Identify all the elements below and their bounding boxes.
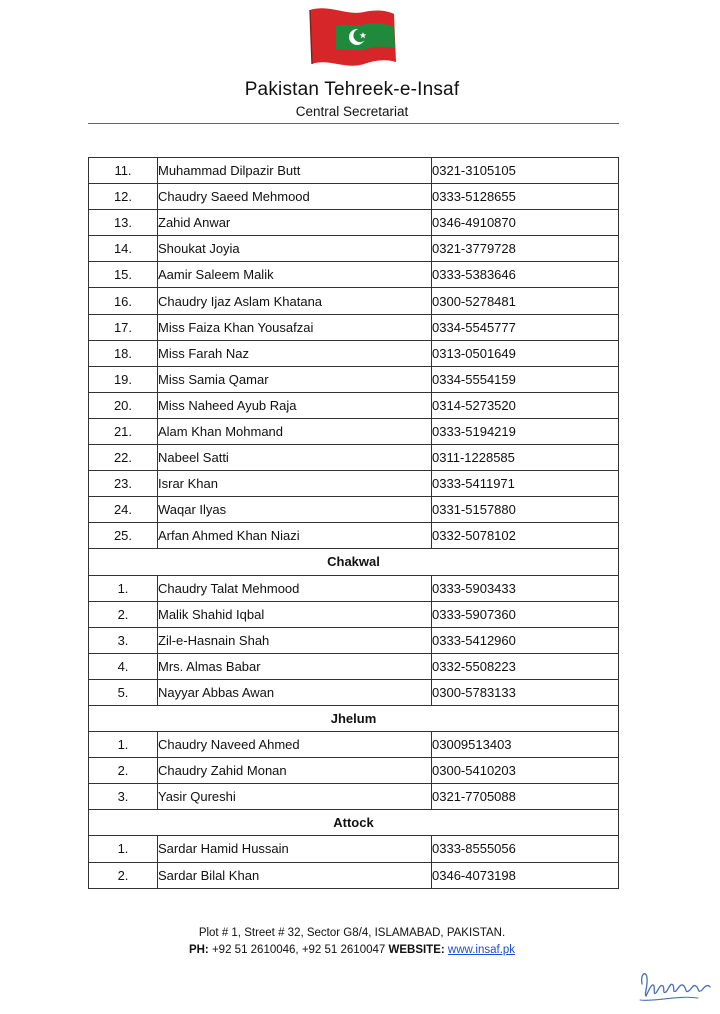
name-cell: Miss Faiza Khan Yousafzai [158, 314, 432, 340]
name-cell: Arfan Ahmed Khan Niazi [158, 523, 432, 549]
table-row [89, 862, 619, 888]
phone-cell: 0333-5907360 [432, 601, 619, 627]
footer-address: Plot # 1, Street # 32, Sector G8/4, ISLAMABAD, PAKISTAN. [198, 927, 506, 939]
section-title: Jhelum [89, 705, 619, 731]
phone-cell: 0333-5411971 [432, 471, 619, 497]
table-row [89, 523, 619, 549]
serial-number-cell: 14. [89, 236, 158, 262]
serial-number-cell: 1. [89, 732, 158, 758]
name-cell: Alam Khan Mohmand [158, 418, 432, 444]
table-row [89, 314, 619, 340]
name-cell: Miss Naheed Ayub Raja [158, 392, 432, 418]
name-cell: Waqar Ilyas [158, 497, 432, 523]
serial-number-cell: 15. [89, 262, 158, 288]
phone-cell: 0331-5157880 [432, 497, 619, 523]
name-cell: Mrs. Almas Babar [158, 653, 432, 679]
name-cell: Chaudry Talat Mehmood [158, 575, 432, 601]
serial-number-cell: 5. [89, 679, 158, 705]
table-row [89, 784, 619, 810]
section-title: Chakwal [89, 549, 619, 575]
table-row [89, 262, 619, 288]
contact-table [88, 157, 619, 889]
table-row [89, 758, 619, 784]
serial-number-cell: 16. [89, 288, 158, 314]
table-row [89, 601, 619, 627]
table-row [89, 236, 619, 262]
serial-number-cell: 22. [89, 445, 158, 471]
phone-cell: 0300-5410203 [432, 758, 619, 784]
name-cell: Chaudry Saeed Mehmood [158, 184, 432, 210]
phone-label: PH: [188, 944, 209, 956]
name-cell: Nabeel Satti [158, 445, 432, 471]
phone-numbers: +92 51 2610046, +92 51 2610047 [211, 944, 386, 956]
section-header-row [89, 549, 619, 575]
table-row [89, 184, 619, 210]
phone-cell: 0346-4073198 [432, 862, 619, 888]
section-title: Attock [89, 810, 619, 836]
table-row [89, 288, 619, 314]
table-row [89, 679, 619, 705]
table-row [89, 210, 619, 236]
phone-cell: 0321-3779728 [432, 236, 619, 262]
phone-cell: 0313-0501649 [432, 340, 619, 366]
website-label: WEBSITE: [388, 944, 445, 956]
name-cell: Zil-e-Hasnain Shah [158, 627, 432, 653]
phone-cell: 0346-4910870 [432, 210, 619, 236]
serial-number-cell: 25. [89, 523, 158, 549]
phone-cell: 03009513403 [432, 732, 619, 758]
serial-number-cell: 2. [89, 862, 158, 888]
phone-cell: 0332-5508223 [432, 653, 619, 679]
name-cell: Nayyar Abbas Awan [158, 679, 432, 705]
serial-number-cell: 3. [89, 784, 158, 810]
table-row [89, 418, 619, 444]
phone-cell: 0333-5383646 [432, 262, 619, 288]
contact-table-body [89, 158, 619, 889]
serial-number-cell: 2. [89, 758, 158, 784]
serial-number-cell: 12. [89, 184, 158, 210]
phone-cell: 0333-5194219 [432, 418, 619, 444]
serial-number-cell: 24. [89, 497, 158, 523]
serial-number-cell: 21. [89, 418, 158, 444]
phone-cell: 0333-8555056 [432, 836, 619, 862]
table-row [89, 445, 619, 471]
header-divider [88, 123, 619, 124]
name-cell: Aamir Saleem Malik [158, 262, 432, 288]
name-cell: Zahid Anwar [158, 210, 432, 236]
serial-number-cell: 3. [89, 627, 158, 653]
name-cell: Sardar Bilal Khan [158, 862, 432, 888]
table-row [89, 732, 619, 758]
serial-number-cell: 20. [89, 392, 158, 418]
footer [0, 925, 704, 959]
name-cell: Malik Shahid Iqbal [158, 601, 432, 627]
phone-cell: 0321-7705088 [432, 784, 619, 810]
name-cell: Chaudry Naveed Ahmed [158, 732, 432, 758]
pti-flag-icon [306, 4, 398, 70]
table-row [89, 392, 619, 418]
phone-cell: 0333-5412960 [432, 627, 619, 653]
serial-number-cell: 18. [89, 340, 158, 366]
name-cell: Chaudry Ijaz Aslam Khatana [158, 288, 432, 314]
serial-number-cell: 1. [89, 575, 158, 601]
serial-number-cell: 19. [89, 366, 158, 392]
footer-contact-line [0, 942, 704, 959]
name-cell: Israr Khan [158, 471, 432, 497]
table-row [89, 627, 619, 653]
phone-cell: 0333-5903433 [432, 575, 619, 601]
table-row [89, 836, 619, 862]
phone-cell: 0300-5278481 [432, 288, 619, 314]
name-cell: Sardar Hamid Hussain [158, 836, 432, 862]
section-header-row [89, 810, 619, 836]
table-row [89, 497, 619, 523]
table-row [89, 340, 619, 366]
serial-number-cell: 2. [89, 601, 158, 627]
serial-number-cell: 4. [89, 653, 158, 679]
phone-cell: 0334-5545777 [432, 314, 619, 340]
name-cell: Shoukat Joyia [158, 236, 432, 262]
phone-cell: 0332-5078102 [432, 523, 619, 549]
serial-number-cell: 11. [89, 158, 158, 184]
name-cell: Miss Samia Qamar [158, 366, 432, 392]
section-header-row [89, 705, 619, 731]
phone-cell: 0333-5128655 [432, 184, 619, 210]
table-row [89, 471, 619, 497]
serial-number-cell: 23. [89, 471, 158, 497]
serial-number-cell: 17. [89, 314, 158, 340]
name-cell: Yasir Qureshi [158, 784, 432, 810]
phone-cell: 0311-1228585 [432, 445, 619, 471]
organization-subtitle: Central Secretariat [295, 104, 409, 119]
serial-number-cell: 1. [89, 836, 158, 862]
table-row [89, 653, 619, 679]
phone-cell: 0334-5554159 [432, 366, 619, 392]
table-row [89, 366, 619, 392]
phone-cell: 0314-5273520 [432, 392, 619, 418]
phone-cell: 0321-3105105 [432, 158, 619, 184]
name-cell: Chaudry Zahid Monan [158, 758, 432, 784]
serial-number-cell: 13. [89, 210, 158, 236]
handwritten-signature-icon [636, 962, 714, 1006]
name-cell: Miss Farah Naz [158, 340, 432, 366]
website-link[interactable]: www.insaf.pk [447, 944, 516, 956]
phone-cell: 0300-5783133 [432, 679, 619, 705]
organization-name: Pakistan Tehreek-e-Insaf [244, 79, 460, 100]
table-row [89, 158, 619, 184]
name-cell: Muhammad Dilpazir Butt [158, 158, 432, 184]
table-row [89, 575, 619, 601]
